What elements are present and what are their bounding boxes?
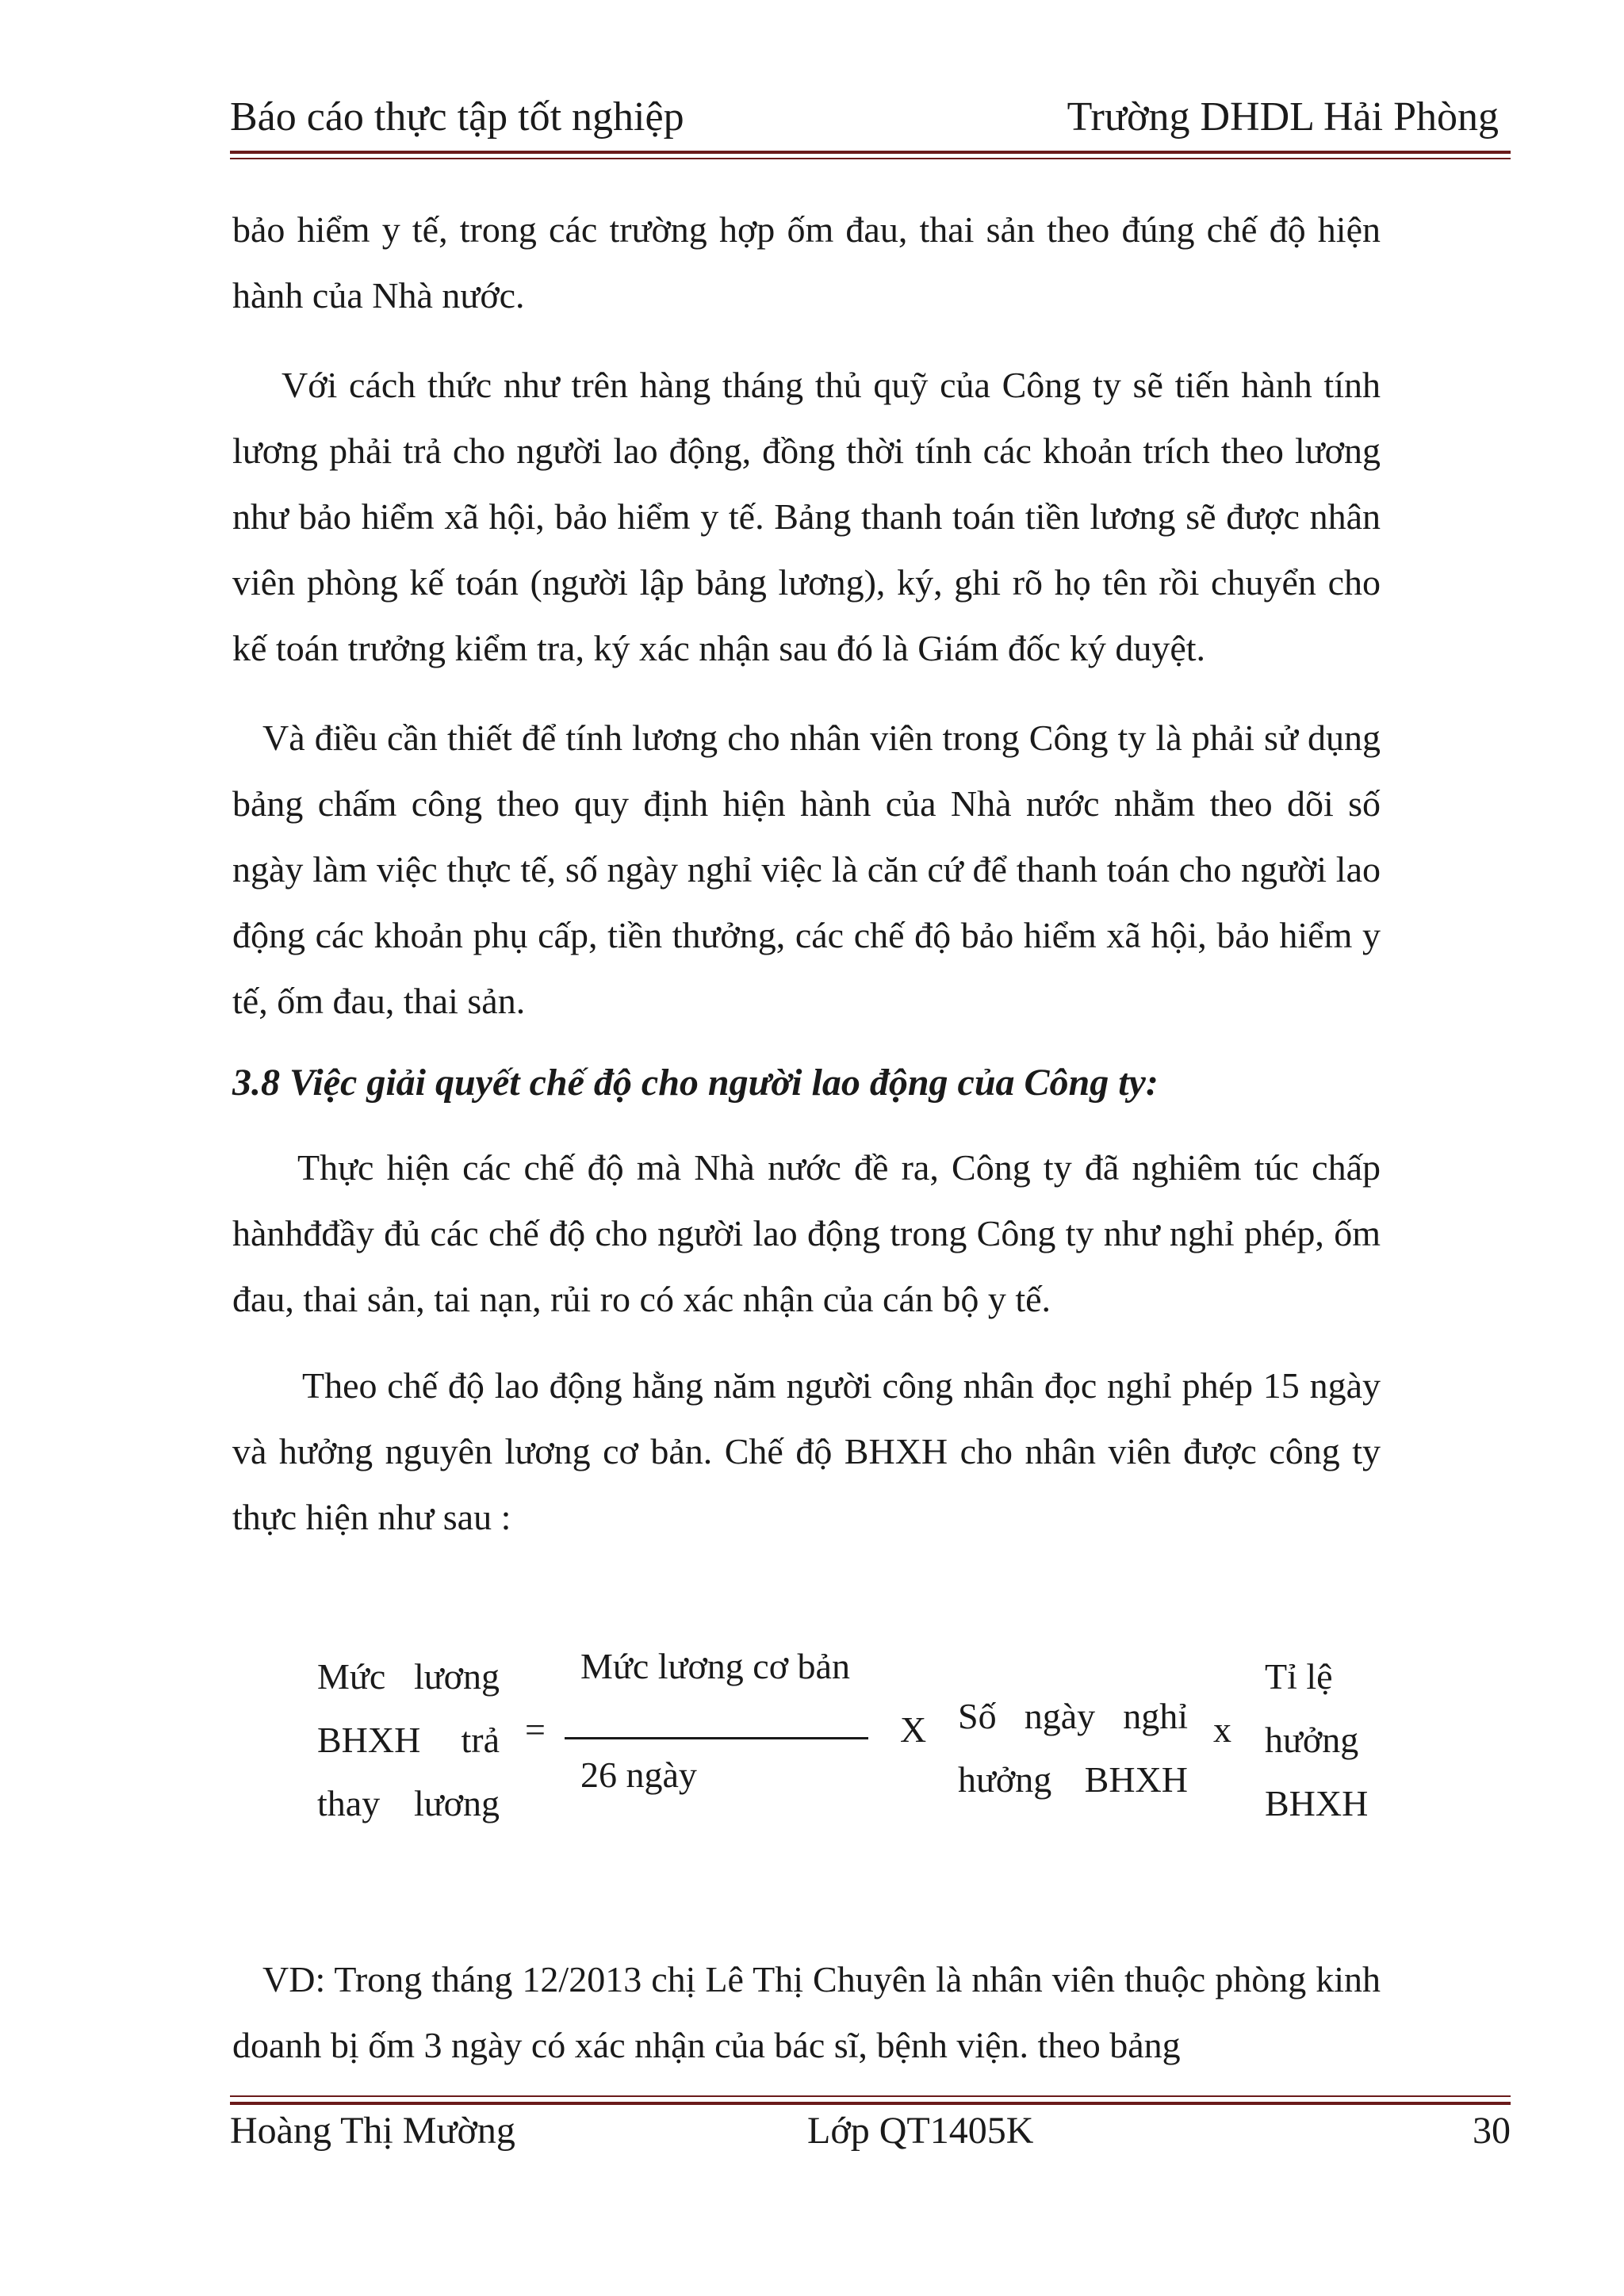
formula-multiply-sign: x bbox=[1213, 1709, 1231, 1750]
paragraph-attendance: Và điều cần thiết để tính lương cho nhân viên trong Công ty là phải sử dụng bảng chấm công theo quy định hiện hành của Nhà nước nhằm theo dõi số ngày làm việc thực tế, số ngày nghỉ việc là căn cứ để thanh toán cho người lao động các khoản phụ cấp, tiền thưởng, các chế độ bảo hiểm xã hội, bảo hiểm y tế, ốm đau, thai sản. bbox=[232, 718, 1381, 1021]
paragraph-salary-process: Với cách thức như trên hàng tháng thủ quỹ của Công ty sẽ tiến hành tính lương phải trả cho người lao động, đồng thời tính các khoản trích theo lương như bảo hiểm xã hội, bảo hiểm y tế. Bảng thanh toán tiền lương sẽ được nhân viên phòng kế toán (người lập bảng lương), ký, ghi rõ họ tên rồi chuyển cho kế toán trưởng kiểm tra, ký xác nhận sau đó là Giám đốc ký duyệt. bbox=[232, 365, 1381, 668]
paragraph-regime: Thực hiện các chế độ mà Nhà nước đề ra, Công ty đã nghiêm túc chấp hànhđđầy đủ các chế độ cho người lao động trong Công ty như nghỉ phép, ốm đau, thai sản, tai nạn, rủi ro có xác nhận của cán bộ y tế. bbox=[232, 1147, 1381, 1319]
header-rule-thin bbox=[230, 158, 1511, 159]
formula-multiply-sign: X bbox=[900, 1709, 927, 1750]
paragraph-leave: Theo chế độ lao động hằng năm người công nhân đọc nghỉ phép 15 ngày và hưởng nguyên lương cơ bản. Chế độ BHXH cho nhân viên được công ty thực hiện như sau : bbox=[232, 1365, 1381, 1537]
header-rule-thick bbox=[230, 151, 1511, 154]
formula-result-line: BHXH trả bbox=[317, 1720, 500, 1760]
formula-denominator: 26 ngày bbox=[580, 1755, 697, 1795]
formula-rate-line: Tỉ lệ bbox=[1265, 1656, 1333, 1697]
page-header bbox=[230, 94, 1499, 149]
formula-rate-line: BHXH bbox=[1265, 1783, 1369, 1823]
formula-result-label bbox=[317, 1645, 500, 1835]
header-school-name: Trường DHDL Hải Phòng bbox=[1067, 94, 1499, 140]
formula-fraction-bar bbox=[565, 1737, 868, 1739]
footer-rule-thin bbox=[230, 2095, 1511, 2097]
formula-result-line: Mức lương bbox=[317, 1656, 500, 1697]
formula-numerator: Mức lương cơ bản bbox=[580, 1646, 850, 1686]
header-report-title: Báo cáo thực tập tốt nghiệp bbox=[230, 94, 684, 140]
formula-rate-label bbox=[1265, 1645, 1400, 1835]
bhxh-formula bbox=[317, 1645, 1404, 1851]
page-footer bbox=[230, 2109, 1511, 2164]
paragraph-continuation: bảo hiểm y tế, trong các trường hợp ốm đau, thai sản theo đúng chế độ hiện hành của Nhà nước. bbox=[232, 209, 1381, 316]
paragraph-example: VD: Trong tháng 12/2013 chị Lê Thị Chuyên là nhân viên thuộc phòng kinh doanh bị ốm 3 ngày có xác nhận của bác sĩ, bệnh viện. theo bảng bbox=[232, 1959, 1381, 2065]
formula-days-label bbox=[958, 1685, 1188, 1812]
formula-result-line: thay lương bbox=[317, 1783, 500, 1823]
formula-equals: = bbox=[525, 1709, 546, 1750]
formula-rate-line: hưởng bbox=[1265, 1720, 1359, 1760]
formula-days-line: Số ngày nghỉ bbox=[958, 1696, 1188, 1736]
formula-days-line: hưởng BHXH bbox=[958, 1759, 1188, 1800]
section-heading: 3.8 Việc giải quyết chế độ cho người lao động của Công ty: bbox=[232, 1062, 1159, 1104]
page-body bbox=[232, 197, 1381, 1550]
page-number: 30 bbox=[1473, 2110, 1511, 2152]
example-block bbox=[232, 1946, 1381, 2078]
footer-author: Hoàng Thị Mường bbox=[230, 2110, 515, 2152]
footer-rule-thick bbox=[230, 2102, 1511, 2105]
footer-class: Lớp QT1405K bbox=[807, 2110, 1034, 2152]
